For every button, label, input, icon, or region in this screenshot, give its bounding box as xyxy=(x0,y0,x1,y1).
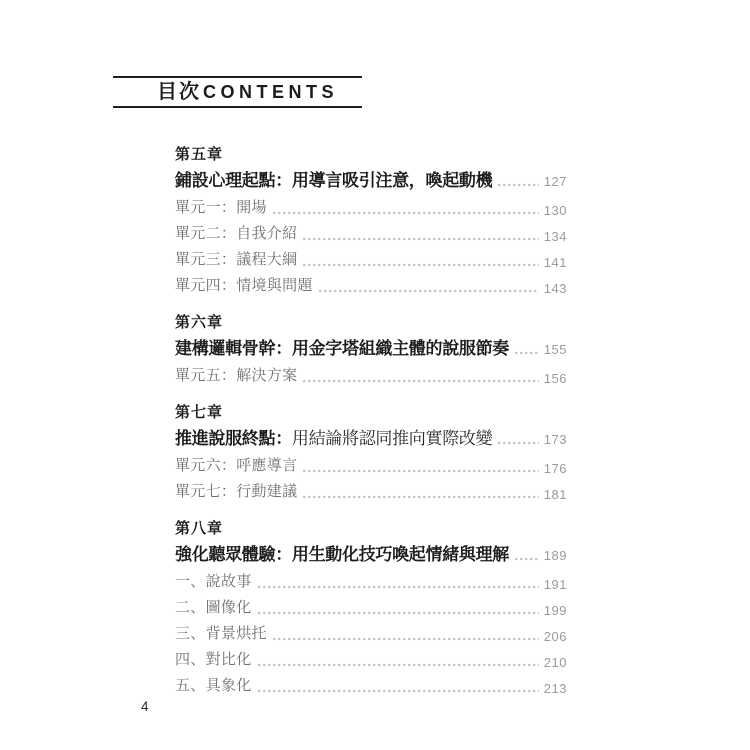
toc-entry xyxy=(175,595,567,621)
dot-leader xyxy=(498,183,538,187)
toc-entry xyxy=(175,569,567,595)
dot-leader xyxy=(303,237,538,241)
toc-entry xyxy=(175,195,567,221)
entry-label: 五、具象化 xyxy=(175,677,252,694)
dot-leader xyxy=(258,689,539,693)
page-number: 210 xyxy=(543,655,567,670)
contents-header xyxy=(113,76,362,108)
chapter-label: 第六章 xyxy=(175,314,224,331)
page-number: 191 xyxy=(543,577,567,592)
chapter-label: 第五章 xyxy=(175,146,224,163)
page-number: 134 xyxy=(543,229,567,244)
page-number: 155 xyxy=(543,342,567,357)
page-number: 181 xyxy=(543,487,567,502)
contents-title-latin: CONTENTS xyxy=(203,82,338,102)
chapter-title-row xyxy=(175,338,567,360)
chapter-title: 強化聽眾體驗：用生動化技巧喚起情緒與理解 xyxy=(175,545,509,564)
dot-leader xyxy=(303,469,538,473)
entry-label: 單元五：解決方案 xyxy=(175,367,298,384)
chapter-label: 第七章 xyxy=(175,404,224,421)
dot-leader xyxy=(303,379,538,383)
toc-section-chapter-8 xyxy=(175,521,567,699)
toc-section-chapter-6 xyxy=(175,315,567,389)
dot-leader xyxy=(498,441,538,445)
page-number: 156 xyxy=(543,371,567,386)
chapter-title-row xyxy=(175,428,567,450)
entry-label: 四、對比化 xyxy=(175,651,252,668)
page-number: 189 xyxy=(543,548,567,563)
page-number: 206 xyxy=(543,629,567,644)
page-number: 213 xyxy=(543,681,567,696)
toc-entry xyxy=(175,673,567,699)
dot-leader xyxy=(515,557,539,561)
entry-label: 單元一：開場 xyxy=(175,199,267,216)
toc-entry xyxy=(175,479,567,505)
page-number: 130 xyxy=(543,203,567,218)
contents-title-cjk: 目次 xyxy=(157,81,201,103)
toc-entry xyxy=(175,221,567,247)
dot-leader xyxy=(319,289,539,293)
table-of-contents xyxy=(175,147,567,699)
page-number: 143 xyxy=(543,281,567,296)
entry-label: 二、圖像化 xyxy=(175,599,252,616)
chapter-title: 鋪設心理起點：用導言吸引注意，喚起動機 xyxy=(175,171,493,190)
entry-label: 一、說故事 xyxy=(175,573,252,590)
toc-entry xyxy=(175,453,567,479)
chapter-title-continued: 用結論將認同推向實際改變 xyxy=(291,429,493,448)
dot-leader xyxy=(258,663,539,667)
folio-page-number: 4 xyxy=(141,699,149,714)
chapter-title: 推進說服終點： xyxy=(175,429,292,448)
dot-leader xyxy=(258,611,539,615)
entry-label: 單元三：議程大綱 xyxy=(175,251,298,268)
page-number: 127 xyxy=(543,174,567,189)
page-number: 199 xyxy=(543,603,567,618)
chapter-label: 第八章 xyxy=(175,520,224,537)
dot-leader xyxy=(258,585,539,589)
dot-leader xyxy=(273,211,539,215)
toc-entry xyxy=(175,273,567,299)
chapter-title: 建構邏輯骨幹：用金字塔組織主體的說服節奏 xyxy=(175,339,509,358)
chapter-title-row xyxy=(175,544,567,566)
entry-label: 單元二：自我介紹 xyxy=(175,225,298,242)
page-number: 173 xyxy=(543,432,567,447)
dot-leader xyxy=(515,351,539,355)
dot-leader xyxy=(273,637,539,641)
chapter-title-row xyxy=(175,170,567,192)
toc-section-chapter-7 xyxy=(175,405,567,505)
dot-leader xyxy=(303,263,538,267)
page-number: 176 xyxy=(543,461,567,476)
entry-label: 三、背景烘托 xyxy=(175,625,267,642)
toc-section-chapter-5 xyxy=(175,147,567,299)
entry-label: 單元六：呼應導言 xyxy=(175,457,298,474)
toc-entry xyxy=(175,363,567,389)
toc-entry xyxy=(175,621,567,647)
dot-leader xyxy=(303,495,538,499)
page-number: 141 xyxy=(543,255,567,270)
entry-label: 單元四：情境與問題 xyxy=(175,277,313,294)
entry-label: 單元七：行動建議 xyxy=(175,483,298,500)
toc-entry xyxy=(175,647,567,673)
toc-entry xyxy=(175,247,567,273)
